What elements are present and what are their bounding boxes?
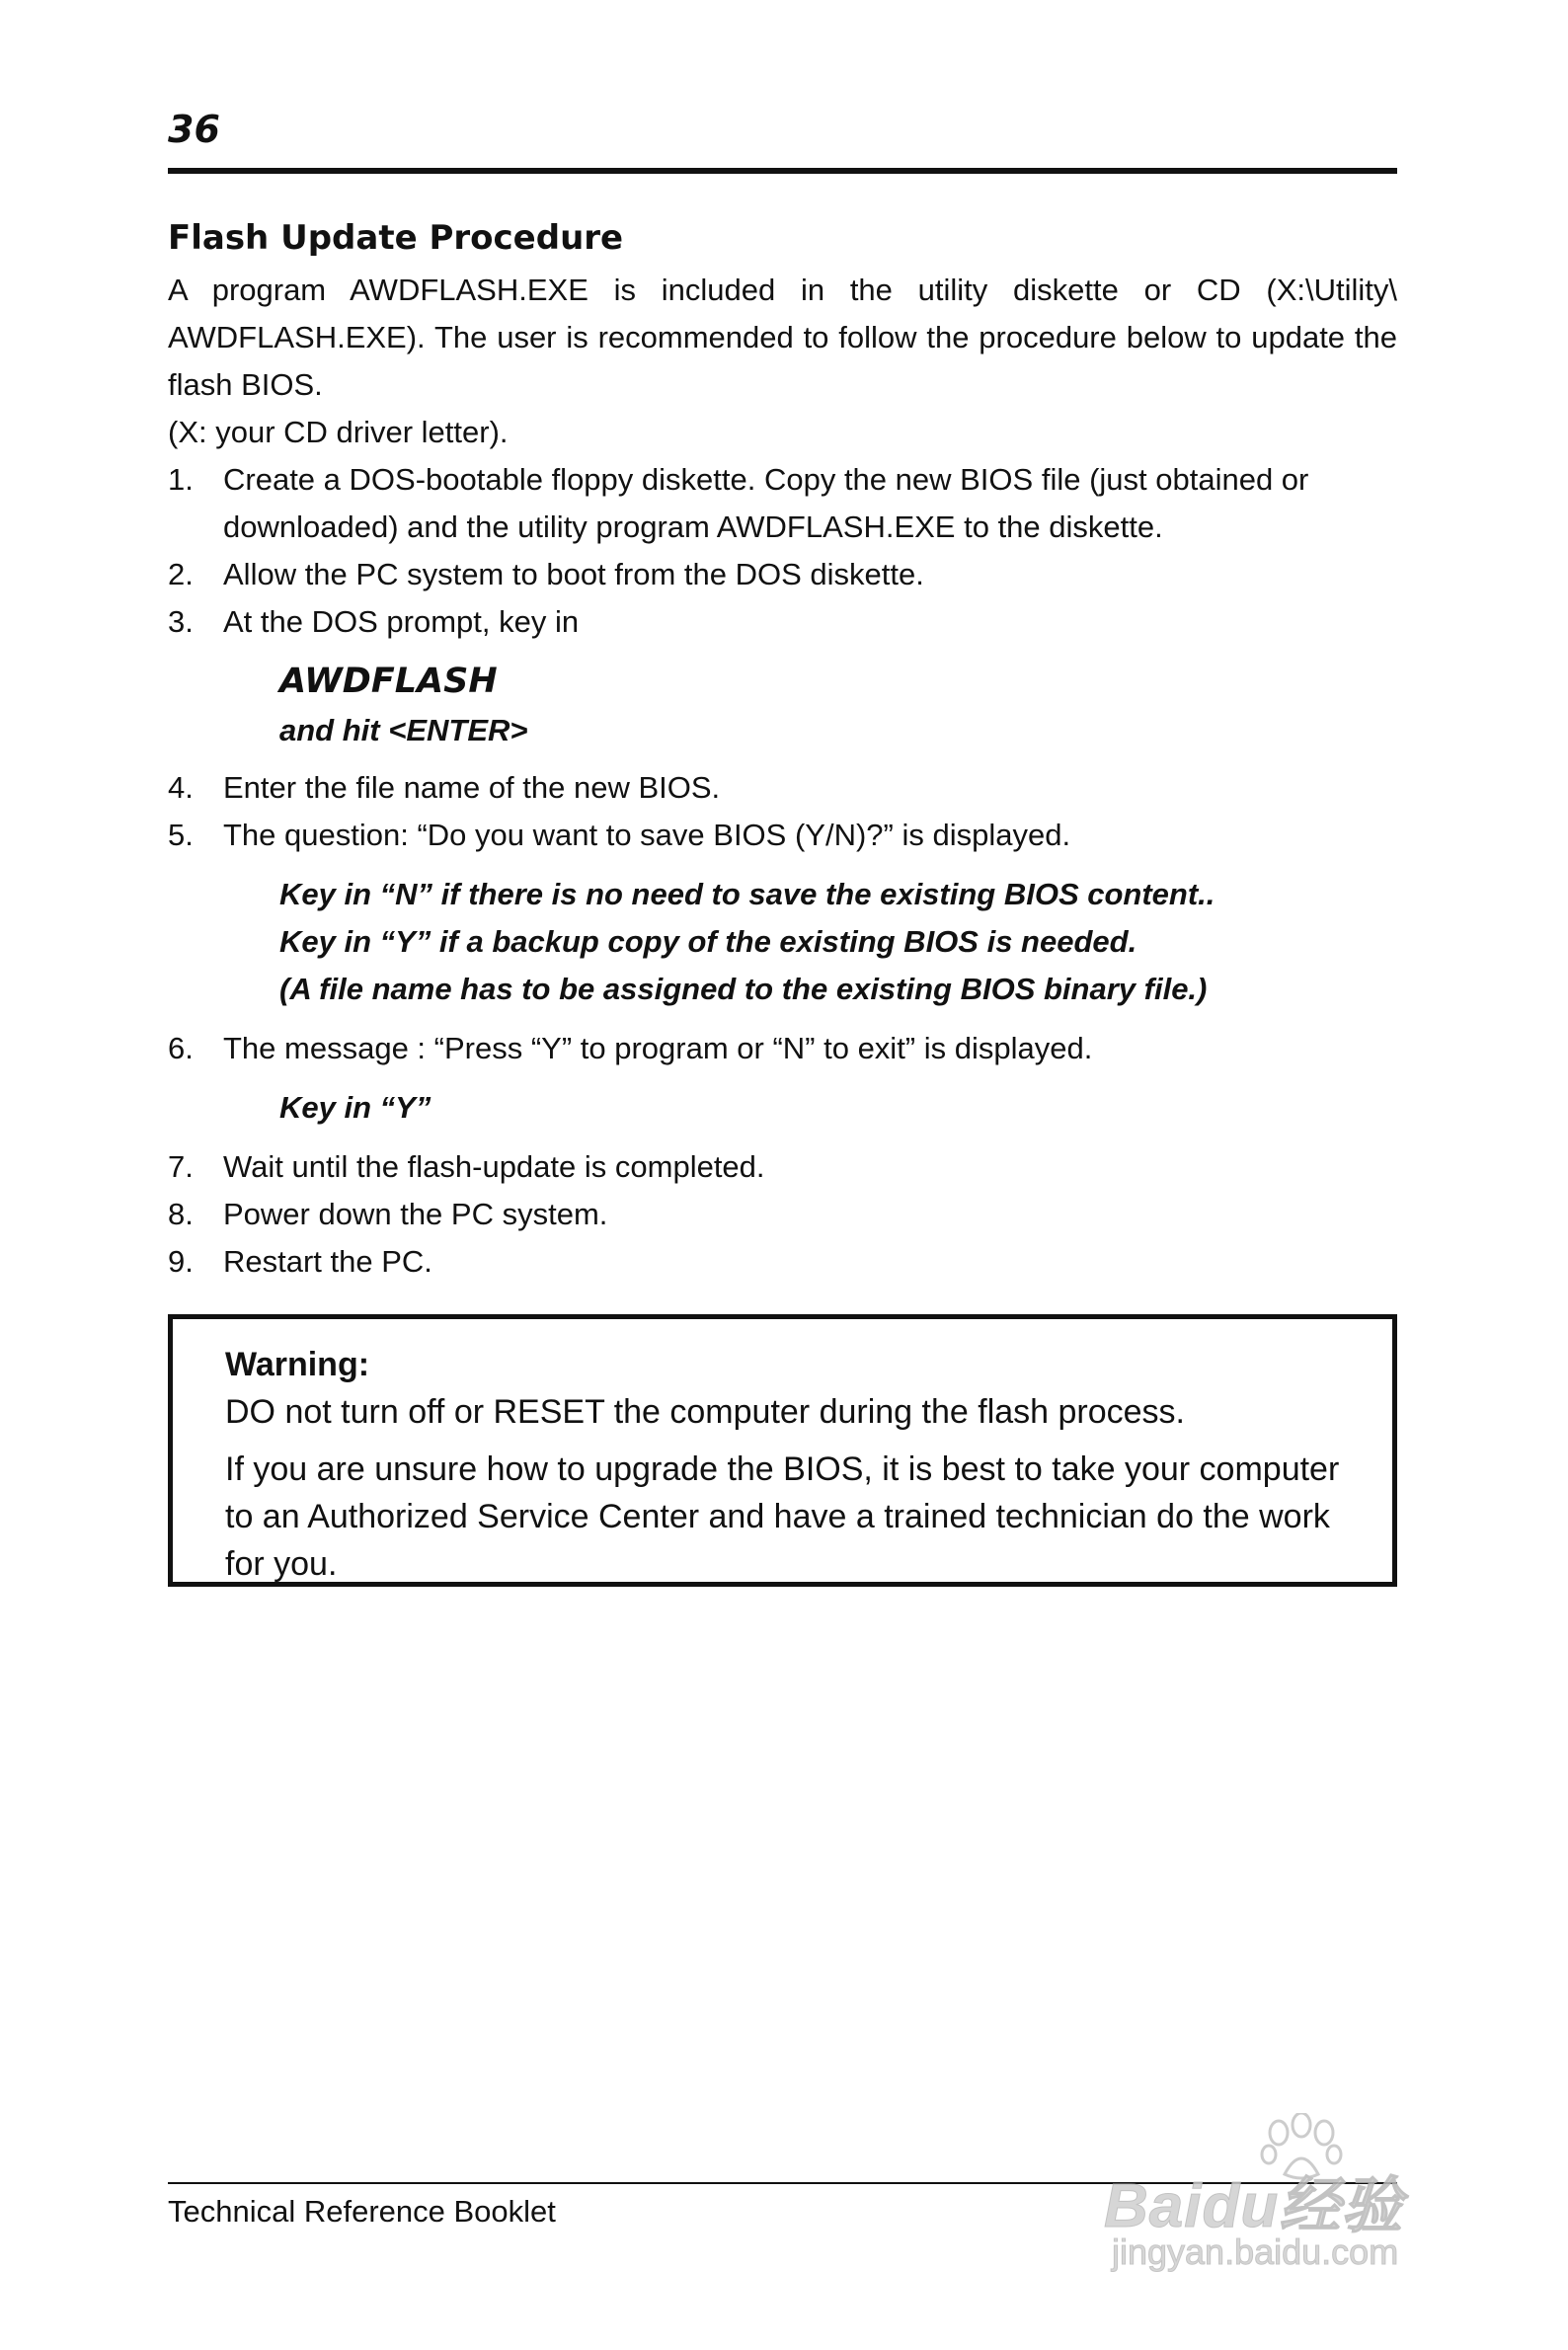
step-number: 7.: [168, 1149, 194, 1184]
save-instructions: [168, 871, 1397, 1013]
save-line-n: Key in “N” if there is no need to save the existing BIOS content..: [279, 877, 1215, 911]
step-text: Wait until the flash-update is completed.: [223, 1149, 765, 1184]
command-hint: and hit <ENTER>: [279, 713, 528, 747]
watermark-url: jingyan.baidu.com: [1112, 2232, 1399, 2272]
step-5: [168, 812, 1397, 859]
intro-paragraph: [168, 267, 1397, 456]
step-text: At the DOS prompt, key in: [223, 604, 580, 639]
step-2: [168, 551, 1397, 598]
step-9: [168, 1238, 1397, 1286]
intro-text: A program AWDFLASH.EXE is included in the utility diskette or CD (X:\Utility\ AWDFLASH.EXE). The user is recommended to follow the procedure below to update the flash BIOS.: [168, 273, 1397, 402]
step-number: 5.: [168, 818, 194, 852]
command-name: AWDFLASH: [279, 662, 498, 701]
step-number: 9.: [168, 1244, 194, 1279]
warning-title: Warning:: [225, 1346, 370, 1383]
step-8: [168, 1191, 1397, 1238]
step-number: 4.: [168, 770, 194, 805]
step-number: 2.: [168, 557, 194, 591]
section-title: Flash Update Procedure: [168, 218, 624, 258]
step-6: [168, 1025, 1397, 1072]
warning-line-2: If you are unsure how to upgrade the BIOS, it is best to take your computer to an Authorized Service Center and have a trained technician do the work for you.: [225, 1450, 1340, 1583]
step-number: 8.: [168, 1197, 194, 1231]
step-text: Allow the PC system to boot from the DOS diskette.: [223, 557, 924, 591]
step-4: [168, 764, 1397, 812]
watermark-brand: Baidu经验: [1104, 2172, 1404, 2240]
step-number: 1.: [168, 462, 194, 497]
step-text: Restart the PC.: [223, 1244, 432, 1279]
step-text: Create a DOS-bootable floppy diskette. Copy the new BIOS file (just obtained or downloaded) and the utility program AWDFLASH.EXE to the diskette.: [223, 462, 1309, 544]
warning-line-1: DO not turn off or RESET the computer during the flash process.: [225, 1393, 1186, 1431]
step-number: 6.: [168, 1031, 194, 1065]
step-3: [168, 598, 1397, 646]
footer-text: Technical Reference Booklet: [168, 2194, 556, 2229]
step-number: 3.: [168, 604, 194, 639]
warning-box: [168, 1314, 1397, 1587]
save-line-y: Key in “Y” if a backup copy of the existing BIOS is needed.: [279, 924, 1137, 959]
step-text: Power down the PC system.: [223, 1197, 608, 1231]
page-number: 36: [168, 108, 220, 151]
intro-note: (X: your CD driver letter).: [168, 415, 509, 449]
step-text: The question: “Do you want to save BIOS (Y/N)?” is displayed.: [223, 818, 1071, 852]
step-1: [168, 456, 1397, 551]
step-text: The message : “Press “Y” to program or “N” to exit” is displayed.: [223, 1031, 1093, 1065]
header-rule: [168, 168, 1397, 174]
program-instruction: [168, 1084, 1397, 1132]
step-7: [168, 1143, 1397, 1191]
baidu-watermark: [1104, 2113, 1479, 2311]
step-text: Enter the file name of the new BIOS.: [223, 770, 721, 805]
warning-content: [225, 1341, 1351, 1588]
command-block: [168, 656, 1397, 754]
program-line: Key in “Y”: [279, 1090, 431, 1125]
procedure-steps: [168, 456, 1397, 1286]
save-line-note: (A file name has to be assigned to the existing BIOS binary file.): [279, 972, 1208, 1006]
